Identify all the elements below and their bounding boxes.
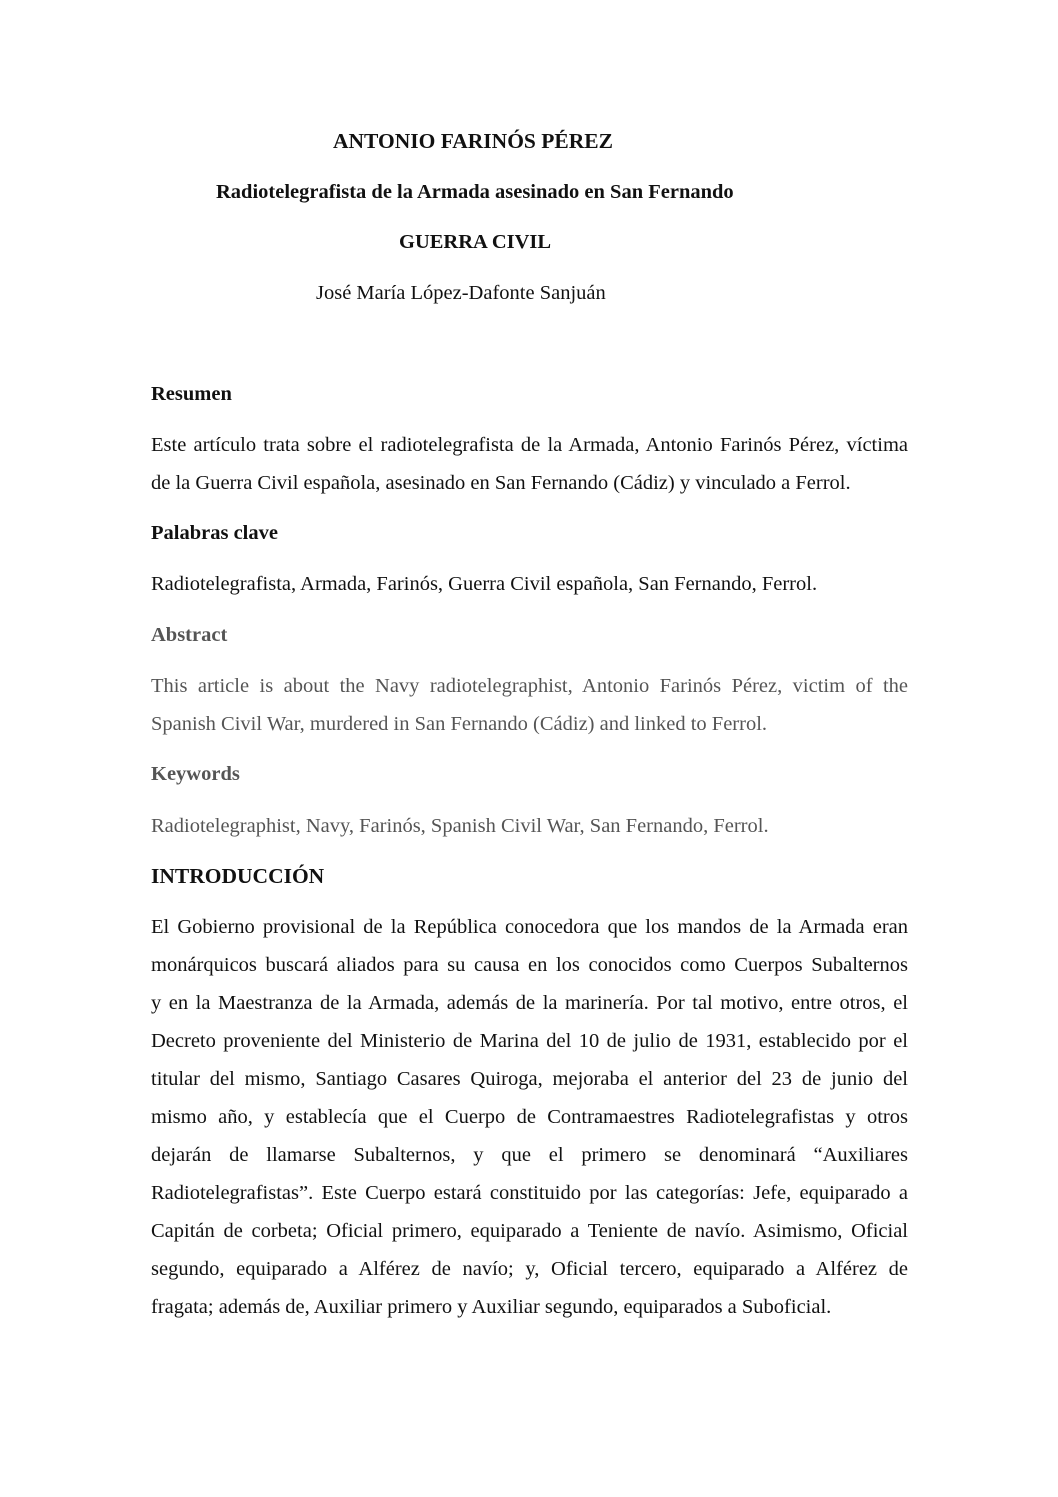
resumen-line-2: de la Guerra Civil española, asesinado en San Fernando (Cádiz) y vinculado a Ferrol. [151, 472, 851, 494]
abstract-heading: Abstract [151, 624, 228, 646]
intro-line-7: dejarán de llamarse Subalternos, y que el primero se denominará “Auxiliares [151, 1144, 908, 1166]
introduccion-heading: INTRODUCCIÓN [151, 864, 325, 888]
intro-line-2: monárquicos buscará aliados para su causa en los conocidos como Cuerpos Subalternos [151, 954, 908, 976]
intro-line-5: titular del mismo, Santiago Casares Quiroga, mejoraba el anterior del 23 de junio del [151, 1068, 908, 1090]
intro-line-1: El Gobierno provisional de la República conocedora que los mandos de la Armada eran [151, 916, 908, 938]
keywords-heading: Keywords [151, 763, 240, 785]
abstract-line-1: This article is about the Navy radiotelegraphist, Antonio Farinós Pérez, victim of the [151, 675, 908, 697]
intro-line-6: mismo año, y establecía que el Cuerpo de Contramaestres Radiotelegrafistas y otros [151, 1106, 908, 1128]
keywords-text: Radiotelegraphist, Navy, Farinós, Spanish Civil War, San Fernando, Ferrol. [151, 815, 769, 837]
document-subtitle-2: GUERRA CIVIL [399, 231, 552, 253]
intro-line-4: Decreto proveniente del Ministerio de Marina del 10 de julio de 1931, establecido por el [151, 1030, 908, 1052]
intro-line-3: y en la Maestranza de la Armada, además de la marinería. Por tal motivo, entre otros, el [151, 992, 908, 1014]
resumen-line-1: Este artículo trata sobre el radiotelegrafista de la Armada, Antonio Farinós Pérez, víctima [151, 434, 908, 456]
palabras-clave-heading: Palabras clave [151, 522, 278, 544]
abstract-line-2: Spanish Civil War, murdered in San Fernando (Cádiz) and linked to Ferrol. [151, 713, 768, 735]
intro-line-9: Capitán de corbeta; Oficial primero, equiparado a Teniente de navío. Asimismo, Oficial [151, 1220, 908, 1242]
intro-line-11: fragata; además de, Auxiliar primero y Auxiliar segundo, equiparados a Suboficial. [151, 1296, 832, 1318]
resumen-heading: Resumen [151, 383, 232, 405]
document-subtitle: Radiotelegrafista de la Armada asesinado en San Fernando [216, 181, 734, 203]
document-title: ANTONIO FARINÓS PÉREZ [333, 129, 613, 153]
document-author: José María López-Dafonte Sanjuán [316, 282, 606, 304]
palabras-clave-text: Radiotelegrafista, Armada, Farinós, Guerra Civil española, San Fernando, Ferrol. [151, 573, 818, 595]
intro-line-8: Radiotelegrafistas”. Este Cuerpo estará constituido por las categorías: Jefe, equiparado a [151, 1182, 908, 1204]
intro-line-10: segundo, equiparado a Alférez de navío; y, Oficial tercero, equiparado a Alférez de [151, 1258, 908, 1280]
